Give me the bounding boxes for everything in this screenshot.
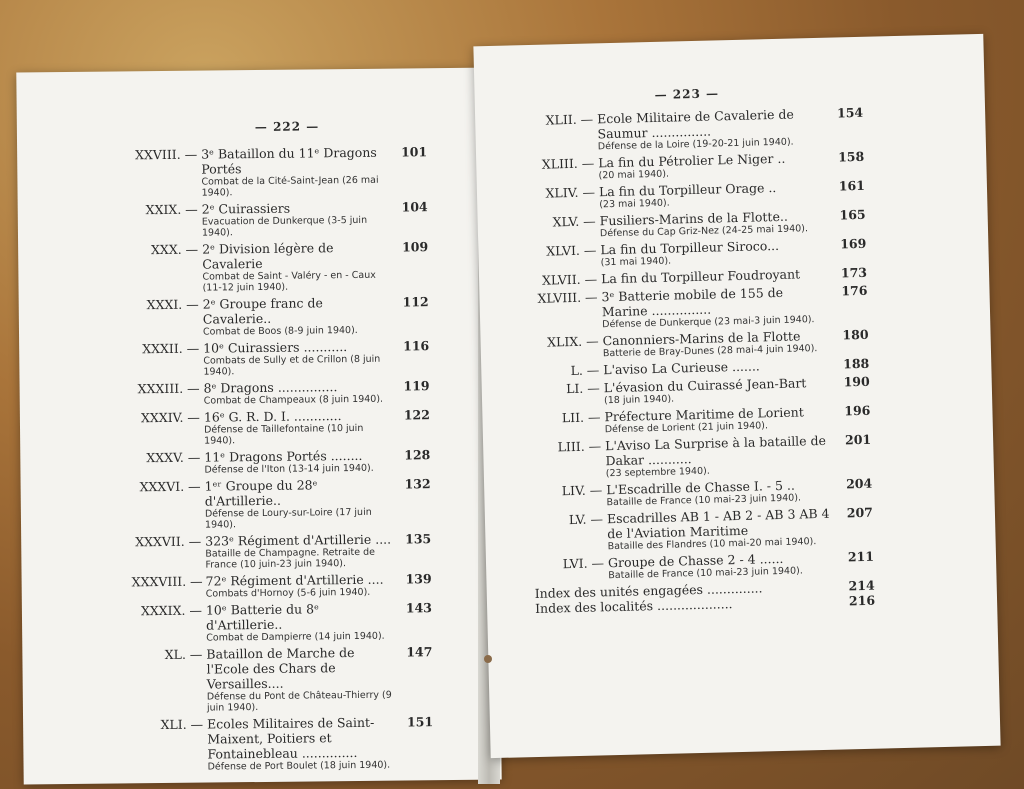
- entry-detail: Combats de Sully et de Crillon (8 juin 1940).: [203, 353, 381, 378]
- entry-body: [202, 240, 391, 294]
- entry-numeral: L. —: [570, 362, 600, 379]
- entry-numeral: XLIV. —: [545, 184, 596, 201]
- entry-numeral: LI. —: [565, 380, 600, 397]
- entry-detail: Défense de l'Iton (13-14 juin 1940).: [204, 462, 374, 476]
- entry-detail: Combats d'Hornoy (5-6 juin 1940).: [205, 586, 371, 600]
- entry-numeral: LII. —: [561, 409, 601, 426]
- entry-page-number: 176: [841, 282, 868, 299]
- toc-entry: [130, 447, 430, 476]
- entry-body: [204, 379, 392, 407]
- entry-detail: Combat de Champeaux (8 juin 1940).: [203, 393, 384, 407]
- toc-entry: [129, 294, 429, 338]
- entry-detail: Combat de Saint - Valéry - en - Caux (11-12 juin 1940).: [202, 269, 376, 294]
- entry-detail: Bataille de France (10 mai-23 juin 1940).: [608, 565, 803, 582]
- entry-detail: Batterie de Bray-Dunes (28 mai-4 juin 1940).: [602, 343, 818, 360]
- entry-detail: (23 mai 1940).: [599, 197, 670, 211]
- entry-body: [205, 532, 393, 571]
- toc-list: [523, 105, 875, 616]
- entry-body: [203, 339, 391, 378]
- toc-entry: [524, 149, 865, 183]
- entry-detail: Défense du Pont de Château-Thierry (9 juin 1940).: [206, 689, 392, 714]
- toc-entry: [132, 571, 432, 600]
- entry-body: [204, 408, 392, 447]
- toc-entry: [128, 239, 429, 294]
- entry-numeral: XXXVIII. —: [131, 573, 203, 590]
- entry-numeral: XXXI. —: [146, 296, 199, 313]
- entry-body: [605, 433, 834, 480]
- entry-title: 16ᵉ G. R. D. I. ............: [203, 408, 342, 425]
- entry-title: La fin du Torpilleur Orage ..: [598, 179, 777, 200]
- entry-page-number: 211: [847, 548, 875, 565]
- entry-title: 323ᵉ Régiment d'Artillerie ....: [205, 531, 392, 549]
- entry-numeral: LVI. —: [562, 555, 605, 572]
- entry-numeral: XXVIII. —: [134, 146, 198, 163]
- entry-title: 3ᵉ Bataillon du 11ᵉ Dragons Portés: [201, 144, 377, 177]
- entry-detail: (18 juin 1940).: [603, 393, 675, 407]
- entry-numeral: XXXV. —: [146, 449, 201, 466]
- entry-body: [601, 284, 830, 331]
- entry-page-number: 104: [401, 199, 428, 215]
- entry-title: 11ᵉ Dragons Portés ........: [204, 447, 363, 465]
- entry-numeral: XXX. —: [150, 241, 199, 258]
- entry-page-number: 207: [846, 504, 874, 521]
- entry-page-number: 139: [405, 571, 432, 587]
- entry-page-number: 119: [403, 378, 430, 394]
- entry-numeral: LIV. —: [561, 482, 603, 499]
- right-page: [473, 34, 1000, 758]
- toc-entry: [127, 144, 428, 199]
- entry-detail: (31 mai 1940).: [600, 255, 672, 269]
- entry-numeral: XXIX. —: [145, 201, 198, 218]
- entry-detail: Défense de Lorient (21 juin 1940).: [604, 420, 769, 436]
- toc-entry: [528, 327, 869, 361]
- toc-entry: [526, 236, 867, 270]
- toc-list: [127, 144, 434, 776]
- entry-numeral: XLVIII. —: [537, 289, 598, 306]
- entry-detail: Bataille de Champagne. Retraite de France (10 juin-23 juin 1940).: [205, 546, 376, 571]
- entry-title: L'évasion du Cuirassé Jean-Bart: [603, 375, 807, 396]
- entry-title: Ecole Militaire de Cavalerie de Saumur ...............: [597, 106, 794, 142]
- toc-entry: [128, 199, 428, 239]
- entry-title: 10ᵉ Batterie du 8ᵉ d'Artillerie..: [205, 601, 319, 633]
- entry-title: L'Aviso La Surprise à la bataille de Dakar ...........: [604, 432, 827, 469]
- entry-title: 2ᵉ Cuirassiers: [201, 200, 291, 217]
- entry-numeral: LIII. —: [557, 438, 602, 455]
- entry-detail: (20 mai 1940).: [598, 168, 670, 182]
- entry-title: Bataillon de Marche de l'Ecole des Chars de Versailles....: [206, 645, 355, 692]
- toc-entry: [526, 207, 867, 241]
- toc-entry: [530, 403, 871, 437]
- entry-body: [604, 404, 833, 436]
- entry-title: 3ᵉ Batterie mobile de 155 de Marine ...............: [601, 284, 784, 320]
- entry-body: [207, 715, 396, 773]
- entry-numeral: XLVII. —: [541, 271, 598, 288]
- entry-page-number: 122: [403, 407, 430, 423]
- entry-body: [202, 200, 390, 239]
- entry-title: 1ᵉʳ Groupe du 28ᵉ d'Artillerie..: [204, 477, 318, 509]
- toc-entry: [131, 531, 431, 571]
- entry-page-number: 101: [400, 144, 428, 160]
- entry-title: 2ᵉ Groupe franc de Cavalerie..: [202, 295, 323, 327]
- entry-page-number: 161: [838, 177, 866, 194]
- entry-title: La fin du Torpilleur Foudroyant: [600, 266, 801, 287]
- entry-numeral: XLV. —: [552, 213, 596, 230]
- index-label: Index des localités ...................: [534, 596, 733, 616]
- entry-detail: Défense de Taillefontaine (10 juin 1940).: [203, 422, 364, 447]
- entry-title: 8ᵉ Dragons ...............: [203, 379, 338, 396]
- entry-numeral: XXXIX. —: [140, 602, 203, 619]
- entry-title: Canonniers-Marins de la Flotte: [602, 328, 801, 349]
- entry-body: [205, 477, 394, 531]
- entry-detail: Bataille des Flandres (10 mai-20 mai 1940).: [607, 536, 817, 553]
- toc-entry: [527, 283, 868, 332]
- entry-body: [204, 448, 392, 476]
- entry-page-number: 204: [845, 475, 873, 492]
- entry-body: [598, 150, 827, 182]
- entry-body: [602, 328, 831, 360]
- toc-entry: [130, 378, 430, 407]
- entry-page-number: 196: [844, 402, 871, 419]
- entry-numeral: XXXII. —: [142, 340, 200, 357]
- entry-body: [599, 208, 828, 240]
- entry-detail: (23 septembre 1940).: [605, 465, 710, 480]
- entry-page-number: 201: [844, 431, 872, 448]
- entry-body: [206, 572, 394, 600]
- entry-body: [601, 266, 829, 287]
- entry-numeral: XXXVII. —: [135, 533, 202, 550]
- entry-page-number: 151: [406, 714, 434, 730]
- entry-numeral: XXXVI. —: [139, 478, 201, 495]
- entry-page-number: 165: [839, 206, 866, 223]
- entry-numeral: XXXIV. —: [140, 409, 200, 426]
- entry-body: [607, 506, 836, 553]
- entry-numeral: XXXIII. —: [137, 380, 200, 397]
- entry-title: La fin du Torpilleur Siroco...: [600, 237, 780, 258]
- page-number: — 223 —: [654, 86, 720, 102]
- entry-detail: Défense de la Loire (19-20-21 juin 1940).: [597, 136, 794, 153]
- toc-entry: [531, 432, 872, 481]
- entry-body: [201, 145, 390, 199]
- toc-entry: [133, 714, 434, 773]
- toc-entry: [532, 476, 873, 510]
- entry-title: La fin du Pétrolier Le Niger ..: [598, 150, 786, 171]
- toc-entry: [132, 644, 433, 714]
- index-label: Index des unités engagées ..............: [534, 580, 763, 601]
- entry-detail: Combat de Dampierre (14 juin 1940).: [206, 630, 385, 644]
- toc-entry: [525, 178, 866, 212]
- entry-body: [608, 550, 837, 582]
- paper-stain: [484, 655, 492, 663]
- toc-entry: [129, 338, 429, 378]
- entry-detail: Evacuation de Dunkerque (3-5 juin 1940).: [201, 214, 368, 239]
- entry-numeral: XLIII. —: [541, 155, 595, 172]
- toc-entry: [523, 105, 864, 154]
- entry-page-number: 154: [836, 104, 864, 121]
- entry-page-number: 169: [840, 235, 867, 252]
- entry-page-number: 135: [405, 531, 432, 547]
- entry-title: Préfecture Maritime de Lorient: [604, 404, 804, 425]
- entry-title: 2ᵉ Division légère de Cavalerie: [202, 240, 334, 272]
- entry-detail: Combat de Boos (8-9 juin 1940).: [202, 324, 358, 338]
- entry-page-number: 116: [402, 338, 430, 354]
- entry-numeral: XL. —: [164, 646, 203, 662]
- entry-page-number: 109: [401, 239, 429, 255]
- entry-title: 10ᵉ Cuirassiers ...........: [203, 339, 348, 356]
- page-number: — 222 —: [254, 119, 320, 135]
- toc-entry: [131, 476, 432, 531]
- entry-numeral: XLII. —: [545, 111, 594, 128]
- entry-numeral: XLIX. —: [546, 333, 599, 350]
- entry-page-number: 143: [405, 600, 432, 616]
- toc-entry: [530, 374, 871, 408]
- entry-detail: Défense de Port Boulet (18 juin 1940).: [207, 759, 391, 773]
- entry-page-number: 128: [404, 447, 431, 463]
- index-page-number: 216: [848, 592, 876, 609]
- entry-title: L'aviso La Curieuse .......: [603, 358, 760, 378]
- toc-entry: [130, 407, 430, 447]
- entry-body: [597, 106, 826, 153]
- entry-body: [600, 237, 829, 269]
- entry-numeral: XLVI. —: [546, 242, 597, 259]
- entry-body: [599, 179, 828, 211]
- entry-body: [206, 645, 395, 714]
- entry-detail: Combat de la Cité-Saint-Jean (26 mai 1940).: [201, 174, 379, 199]
- entry-title: Fusiliers-Marins de la Flotte..: [599, 208, 789, 229]
- entry-title: Ecoles Militaires de Saint-Maixent, Poitiers et Fontainebleau ..............: [207, 714, 375, 762]
- entry-detail: Bataille de France (10 mai-23 juin 1940).: [606, 492, 802, 509]
- entry-page-number: 112: [402, 294, 429, 310]
- entry-body: [206, 601, 394, 644]
- entry-title: Groupe de Chasse 2 - 4 ......: [607, 550, 784, 571]
- toc-entry: [534, 549, 875, 583]
- entry-page-number: 158: [837, 148, 865, 165]
- entry-page-number: 190: [843, 373, 870, 390]
- entry-numeral: XLI. —: [160, 716, 204, 733]
- entry-numeral: LV. —: [568, 511, 604, 528]
- entry-detail: Défense du Cap Griz-Nez (24-25 mai 1940).: [599, 223, 809, 240]
- entry-detail: Défense de Loury-sur-Loire (17 juin 1940).: [204, 506, 372, 531]
- entry-body: [606, 477, 835, 509]
- entry-page-number: 173: [840, 264, 868, 281]
- entry-page-number: 147: [406, 644, 433, 660]
- index-page-number: 214: [848, 577, 875, 594]
- entry-page-number: 132: [404, 476, 431, 492]
- entry-title: Escadrilles AB 1 - AB 2 - AB 3 AB 4 de l'Aviation Maritime: [606, 505, 830, 542]
- entry-body: [603, 357, 831, 378]
- entry-page-number: 180: [842, 326, 869, 343]
- entry-title: 72ᵉ Régiment d'Artillerie ....: [205, 571, 384, 589]
- toc-entry: [533, 505, 874, 554]
- entry-page-number: 188: [842, 355, 870, 372]
- entry-body: [203, 295, 391, 338]
- toc-entry: [132, 600, 432, 644]
- left-page: [16, 68, 501, 785]
- entry-title: L'Escadrille de Chasse I. - 5 ..: [606, 477, 796, 498]
- entry-detail: Défense de Dunkerque (23 mai-3 juin 1940).: [602, 314, 815, 331]
- entry-body: [604, 375, 833, 407]
